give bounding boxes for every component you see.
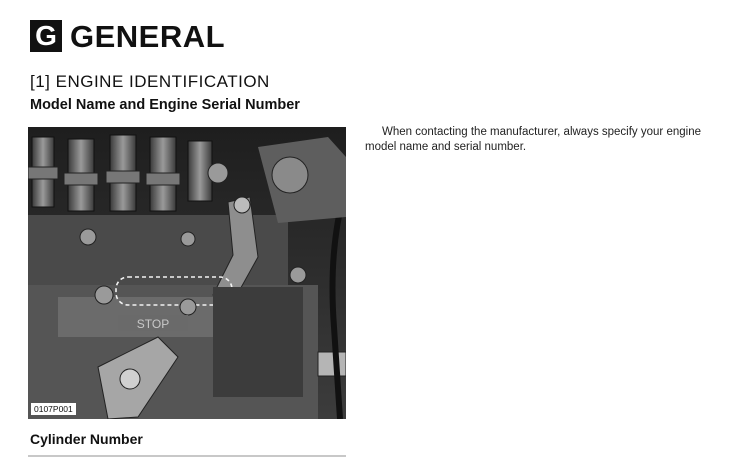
- section-heading: [1] ENGINE IDENTIFICATION: [30, 72, 270, 91]
- chapter-header: [30, 20, 225, 52]
- engine-photo-drawing: [28, 127, 346, 419]
- instruction-text: When contacting the manufacturer, always specify your engine model name and serial number.: [365, 126, 701, 153]
- engine-photo: [28, 127, 346, 419]
- divider-rule: [28, 455, 346, 457]
- chapter-badge: G: [30, 20, 62, 52]
- next-section-heading: Cylinder Number: [30, 431, 143, 447]
- instruction-note: [365, 125, 710, 155]
- figure-label: 0107P001: [31, 403, 76, 415]
- subsection-heading: Model Name and Engine Serial Number: [30, 97, 300, 113]
- stop-stamp: STOP: [136, 317, 170, 331]
- chapter-title: GENERAL: [70, 18, 226, 54]
